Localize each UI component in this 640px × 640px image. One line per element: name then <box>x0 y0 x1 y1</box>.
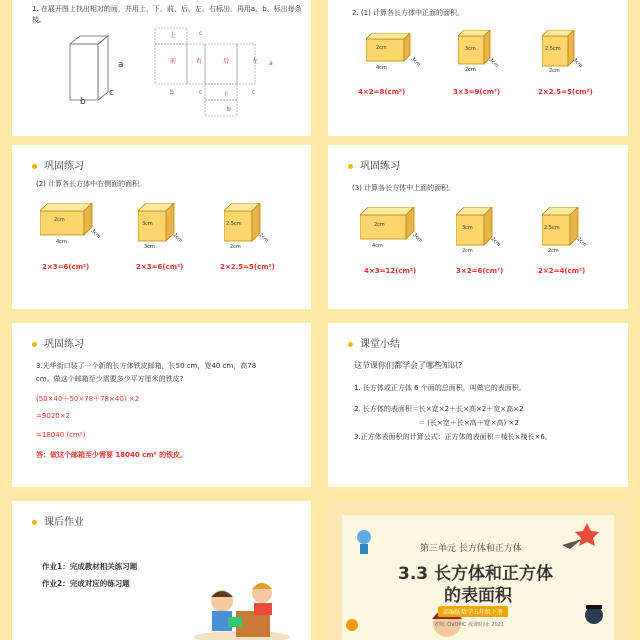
side-label: 3cm <box>89 228 102 240</box>
slide-title-text: 课堂小结 <box>360 339 400 350</box>
side-label: 2cm <box>489 236 502 248</box>
bullet-icon <box>32 342 37 347</box>
bullet-icon <box>348 342 353 347</box>
slide-title-text: 巩固练习 <box>44 339 84 350</box>
side-label: 2cm <box>575 236 588 248</box>
cuboid-3 <box>224 203 270 250</box>
bottom-label: 3cm <box>144 244 155 250</box>
solution-line-1: (50×40＋50×78＋78×40) ×2 <box>36 395 140 403</box>
solution-line-3: =18040 (cm²) <box>36 431 86 439</box>
slide-cover[interactable] <box>328 501 628 640</box>
summary-point-1: 1. 长方体或正方体 6 个面的总面积，叫做它的表面积。 <box>354 384 526 392</box>
cover-meta: 老师: OVOPIC 授课时间: 2021 <box>434 622 504 628</box>
summary-point-2: 2. 长方体的表面积＝长×宽×2＋长×高×2＋宽×高×2 <box>354 405 524 413</box>
net-label: 前 <box>170 58 177 65</box>
slide-title <box>32 335 84 350</box>
question-text: 1. 在展开图上找出相对的面，并用上、下、前、后、左、右标出，再用a、b、标出每条棱。 <box>32 5 302 24</box>
cover-title-line-2: 的表面积 <box>444 586 512 606</box>
net-label: c <box>199 30 203 37</box>
front-label: 2cm <box>54 217 65 223</box>
net-label: 上 <box>170 32 177 39</box>
answer-3: 2×2.5=5(cm²) <box>220 263 275 271</box>
bottom-label: 2cm <box>230 244 241 250</box>
solution-answer: 答：做这个邮箱至少需要 18040 cm² 的铁皮。 <box>36 451 188 459</box>
net-label: b <box>227 106 231 113</box>
bullet-icon <box>32 520 37 525</box>
side-label: 2cm <box>171 232 184 244</box>
net-label: 下 <box>223 91 230 98</box>
slide-summary[interactable] <box>328 323 628 487</box>
question-line-1: 3.光华街口装了一个新的长方体铁皮邮箱，长50 cm，宽40 cm，高78 <box>36 362 257 370</box>
bottom-label: 4cm <box>372 243 383 249</box>
net-label: 后 <box>223 58 230 65</box>
slide-side-area[interactable] <box>12 145 311 309</box>
side-label: 3cm <box>487 57 500 69</box>
front-label: 2.5cm <box>545 46 561 52</box>
net-label: b <box>170 89 174 96</box>
slide-mailbox-problem[interactable] <box>12 323 311 487</box>
cover-card <box>342 515 614 640</box>
slide-homework[interactable] <box>12 501 311 640</box>
front-label: 2cm <box>376 45 387 51</box>
summary-question: 这节课你们都学会了哪些知识? <box>354 361 463 370</box>
bottom-label: 2cm <box>465 67 476 73</box>
cuboid-1 <box>360 207 424 249</box>
answer-3: 2×2=4(cm²) <box>538 267 586 275</box>
cuboid-drawing <box>62 30 122 110</box>
answer-1: 4×2=8(cm²) <box>358 88 406 96</box>
side-label: 2cm <box>257 232 270 244</box>
cuboid-3 <box>542 30 582 74</box>
question-text: (3) 计算各长方体中上面的面积。 <box>352 184 456 192</box>
slide-title <box>32 513 84 528</box>
net-diagram <box>147 26 277 118</box>
net-label: a <box>269 60 273 67</box>
answer-2: 3×2=6(cm²) <box>456 267 504 275</box>
front-label: 3cm <box>462 225 473 231</box>
slide-top-area[interactable] <box>328 145 628 309</box>
summary-point-3: 3.正方体表面积的计算公式：正方体的表面积＝棱长×棱长×6。 <box>354 433 552 441</box>
slide-title-text: 巩固练习 <box>360 161 400 172</box>
cover-subtitle-badge: 部编版数学五年级下册 <box>438 606 508 617</box>
cuboid-3 <box>542 207 588 254</box>
homework-1: 作业1：完成教材相关练习题 <box>42 562 138 571</box>
homework-2: 作业2：完成对应的练习题 <box>42 579 130 588</box>
answer-2: 2×3=6(cm²) <box>136 263 184 271</box>
slide-front-area[interactable] <box>328 0 628 136</box>
answer-2: 3×3=9(cm²) <box>453 88 501 96</box>
bottom-label: 4cm <box>56 239 67 245</box>
cuboid-2 <box>138 203 184 250</box>
front-label: 2.5cm <box>544 225 560 231</box>
side-label: 3cm <box>409 56 422 68</box>
question-text: 2. (1) 计算各长方体中正面的面积。 <box>352 9 465 17</box>
edge-label-c: c <box>109 88 114 98</box>
bullet-icon <box>32 164 37 169</box>
cover-title-line-1: 3.3 长方体和正方体 <box>398 564 554 584</box>
front-label: 3cm <box>142 221 153 227</box>
edge-label-b: b <box>80 97 86 107</box>
net-label: c <box>252 89 256 96</box>
question-text: (2) 计算各长方体中右侧面的面积。 <box>36 180 147 188</box>
cover-unit: 第三单元 长方体和正方体 <box>420 544 522 554</box>
slide-title <box>348 335 400 350</box>
side-label: 3cm <box>411 232 424 244</box>
slide-title-text: 巩固练习 <box>44 161 84 172</box>
bottom-label: 2cm <box>548 248 559 254</box>
answer-3: 2×2.5=5(cm²) <box>538 88 593 96</box>
cuboid-2 <box>458 30 500 73</box>
bottom-label: 2cm <box>549 68 560 74</box>
kids-reading-illustration <box>192 577 292 640</box>
net-label: 左 <box>252 58 259 65</box>
front-label: 2cm <box>374 222 385 228</box>
net-label: c <box>199 89 203 96</box>
cuboid-1 <box>40 203 102 245</box>
slide-title <box>32 157 84 172</box>
bottom-label: 2cm <box>462 248 473 254</box>
answer-1: 2×3=6(cm²) <box>42 263 90 271</box>
front-label: 3cm <box>465 46 476 52</box>
question-line-2: cm。做这个邮箱至少需要多少平方厘米的铁皮? <box>36 375 184 383</box>
slide-title <box>348 157 400 172</box>
summary-point-2b: ＝ (长×宽＋长×高＋宽×高) ×2 <box>418 419 519 427</box>
answer-1: 4×3=12(cm²) <box>364 267 417 275</box>
solution-line-2: =9020×2 <box>36 412 70 420</box>
edge-label-a: a <box>118 60 124 70</box>
slide-title-text: 课后作业 <box>44 517 84 528</box>
front-label: 2.5cm <box>226 221 242 227</box>
side-label: 3cm <box>571 57 584 69</box>
net-label: 右 <box>196 58 203 65</box>
bullet-icon <box>348 164 353 169</box>
slide-net-exercise[interactable] <box>12 0 311 136</box>
bottom-label: 4cm <box>376 65 387 71</box>
cuboid-2 <box>456 207 502 254</box>
